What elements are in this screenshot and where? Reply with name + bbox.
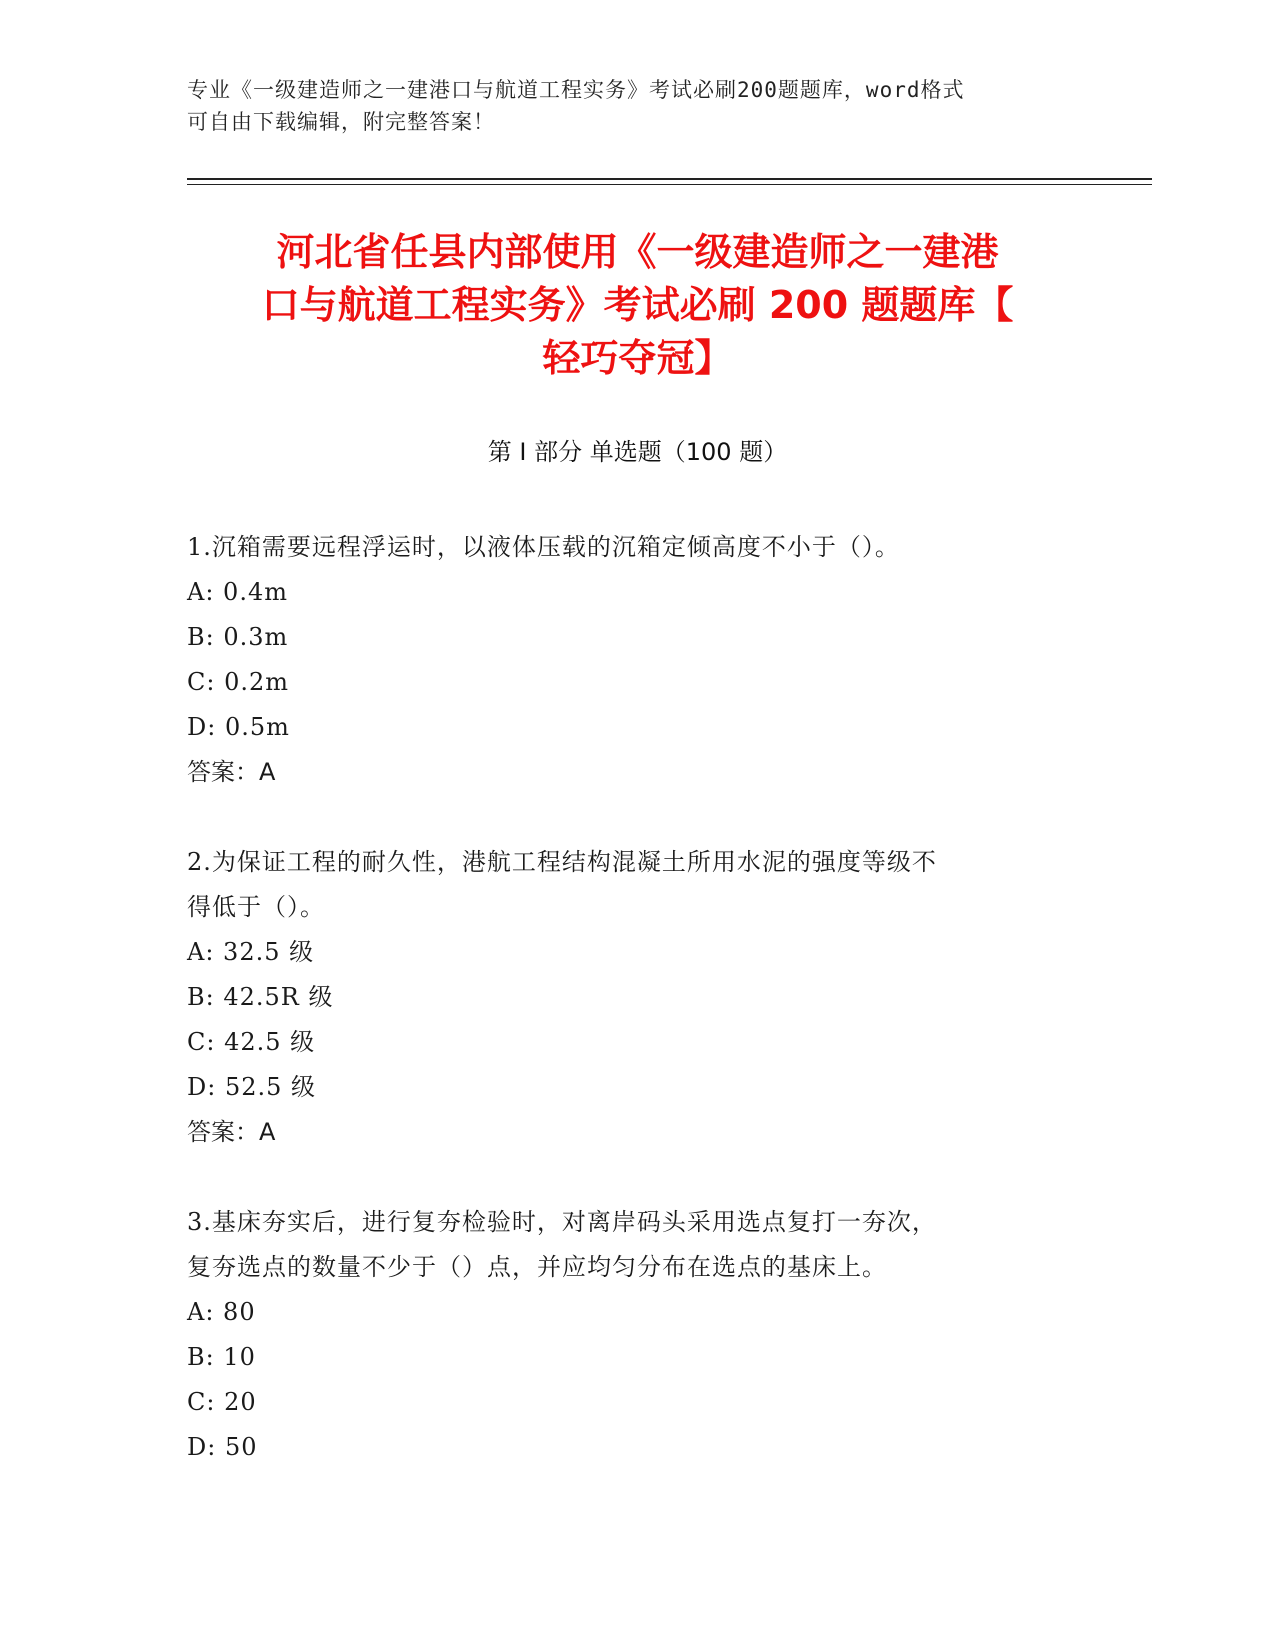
question-3 bbox=[187, 1200, 1087, 1470]
document-title bbox=[150, 226, 1125, 385]
option-b: B: 42.5R 级 bbox=[187, 983, 334, 1011]
section-heading: 第 I 部分 单选题（100 题） bbox=[487, 438, 788, 466]
question-text: 3.基床夯实后，进行复夯检验时，对离岸码头采用选点复打一夯次， bbox=[187, 1208, 937, 1236]
option-a: A: 32.5 级 bbox=[187, 938, 315, 966]
document-title-line-3: 轻巧夺冠】 bbox=[542, 336, 733, 380]
option-a: A: 0.4m bbox=[187, 578, 288, 606]
question-text: 2.为保证工程的耐久性，港航工程结构混凝土所用水泥的强度等级不 bbox=[187, 848, 937, 876]
option-c: C: 20 bbox=[187, 1388, 257, 1416]
option-c: C: 42.5 级 bbox=[187, 1028, 316, 1056]
question-1 bbox=[187, 525, 1087, 795]
question-text: 1.沉箱需要远程浮运时，以液体压载的沉箱定倾高度不小于（）。 bbox=[187, 533, 900, 561]
document-title-line-1: 河北省任县内部使用《一级建造师之一建港 bbox=[276, 230, 999, 274]
answer: 答案：A bbox=[187, 1118, 276, 1146]
answer: 答案：A bbox=[187, 758, 276, 786]
option-d: D: 52.5 级 bbox=[187, 1073, 317, 1101]
header-note-line-2: 可自由下载编辑，附完整答案！ bbox=[187, 110, 495, 134]
header-divider-thick bbox=[187, 178, 1152, 180]
question-text-cont: 得低于（）。 bbox=[187, 893, 325, 921]
header-note-line-1: 专业《一级建造师之一建港口与航道工程实务》考试必刷200题题库，word格式 bbox=[187, 78, 965, 102]
question-text-cont: 复夯选点的数量不少于（）点，并应均匀分布在选点的基床上。 bbox=[187, 1253, 887, 1281]
option-d: D: 0.5m bbox=[187, 713, 290, 741]
question-2 bbox=[187, 840, 1087, 1155]
option-b: B: 10 bbox=[187, 1343, 256, 1371]
option-d: D: 50 bbox=[187, 1433, 258, 1461]
option-c: C: 0.2m bbox=[187, 668, 290, 696]
header-note bbox=[187, 74, 1067, 138]
document-title-line-2: 口与航道工程实务》考试必刷 200 题题库【 bbox=[261, 283, 1014, 327]
option-a: A: 80 bbox=[187, 1298, 256, 1326]
header-divider-thin bbox=[187, 184, 1152, 185]
option-b: B: 0.3m bbox=[187, 623, 289, 651]
